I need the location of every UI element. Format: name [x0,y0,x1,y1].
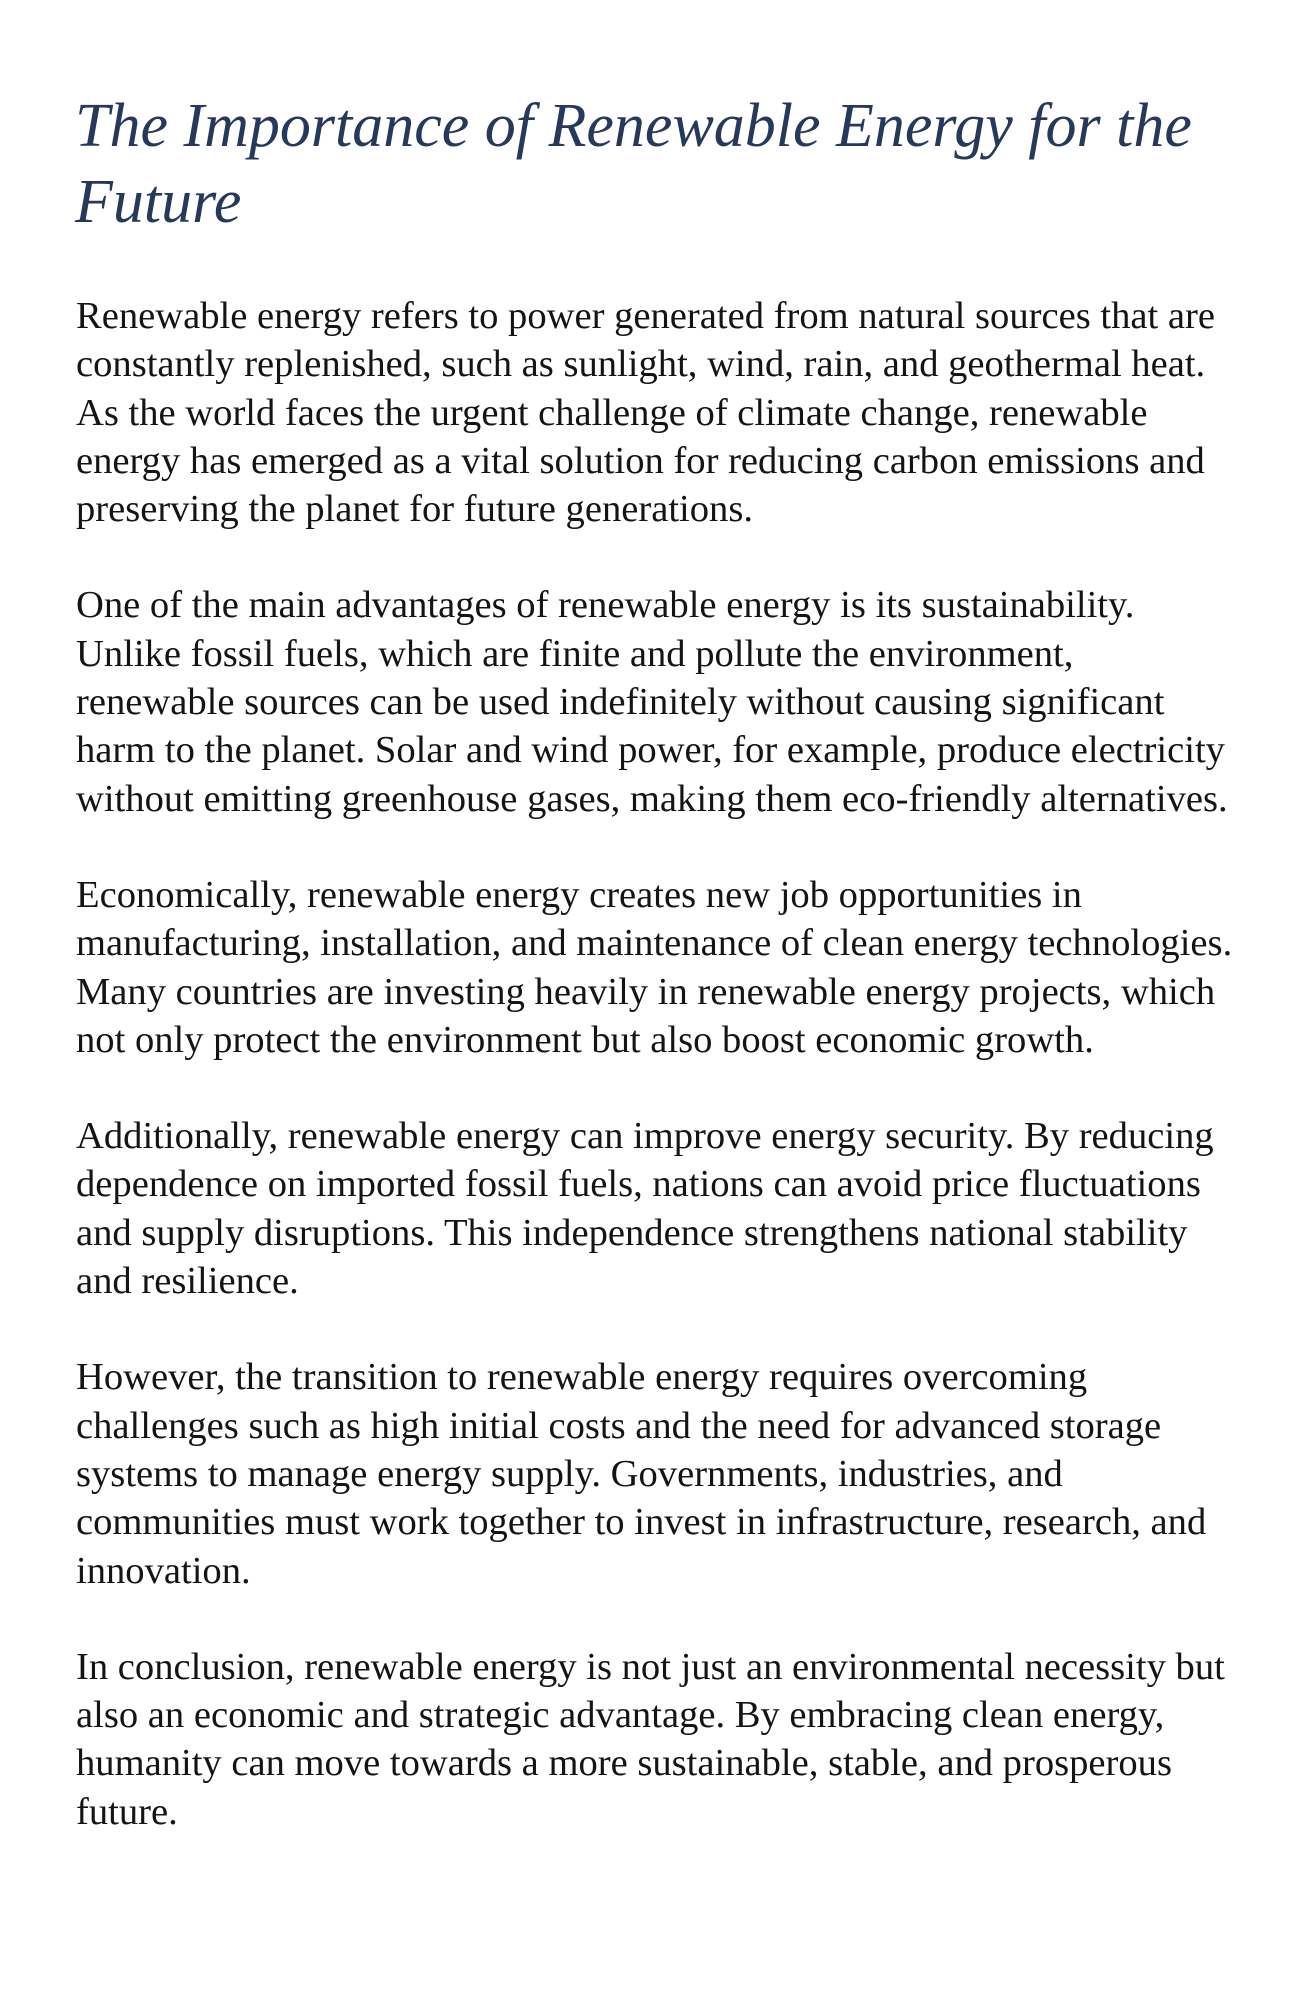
paragraph-economics: Economically, renewable energy creates new job opportunities in manufacturing, installation, and maintenance of clean energy technologies. Many countries are investing heavily in renewable energy projects, which not only protect the environment but also boost economic growth. [76,873,1233,1061]
paragraph-challenges: However, the transition to renewable energy requires overcoming challenges such as high initial costs and the need for advanced storage systems to manage energy supply. Governments, industries, and communities must work together to invest in infrastructure, research, and innovation. [76,1356,1207,1592]
article-title: The Importance of Renewable Energy for the Future [75,92,1192,236]
paragraph-conclusion: In conclusion, renewable energy is not just an environmental necessity but also an economic and strategic advantage. By embracing clean energy, humanity can move towards a more sustainable, stable, and prosperous future. [76,1645,1225,1833]
paragraph-intro: Renewable energy refers to power generated from natural sources that are constantly replenished, such as sunlight, wind, rain, and geothermal heat. As the world faces the urgent challenge of climate change, renewable energy has emerged as a vital solution for reducing carbon emissions and preserving the planet for future generations. [76,295,1215,531]
paragraph-sustainability: One of the main advantages of renewable energy is its sustainability. Unlike fossil fuels, which are finite and pollute the environment, renewable sources can be used indefinitely without causing significant harm to the planet. Solar and wind power, for example, produce electricity without emitting greenhouse gases, making them eco-friendly alternatives. [76,584,1228,820]
article-body [76,292,1236,1836]
paragraph-energy-security: Additionally, renewable energy can improve energy security. By reducing dependence on imported fossil fuels, nations can avoid price fluctuations and supply disruptions. This independence strengthens national stability and resilience. [76,1115,1214,1303]
